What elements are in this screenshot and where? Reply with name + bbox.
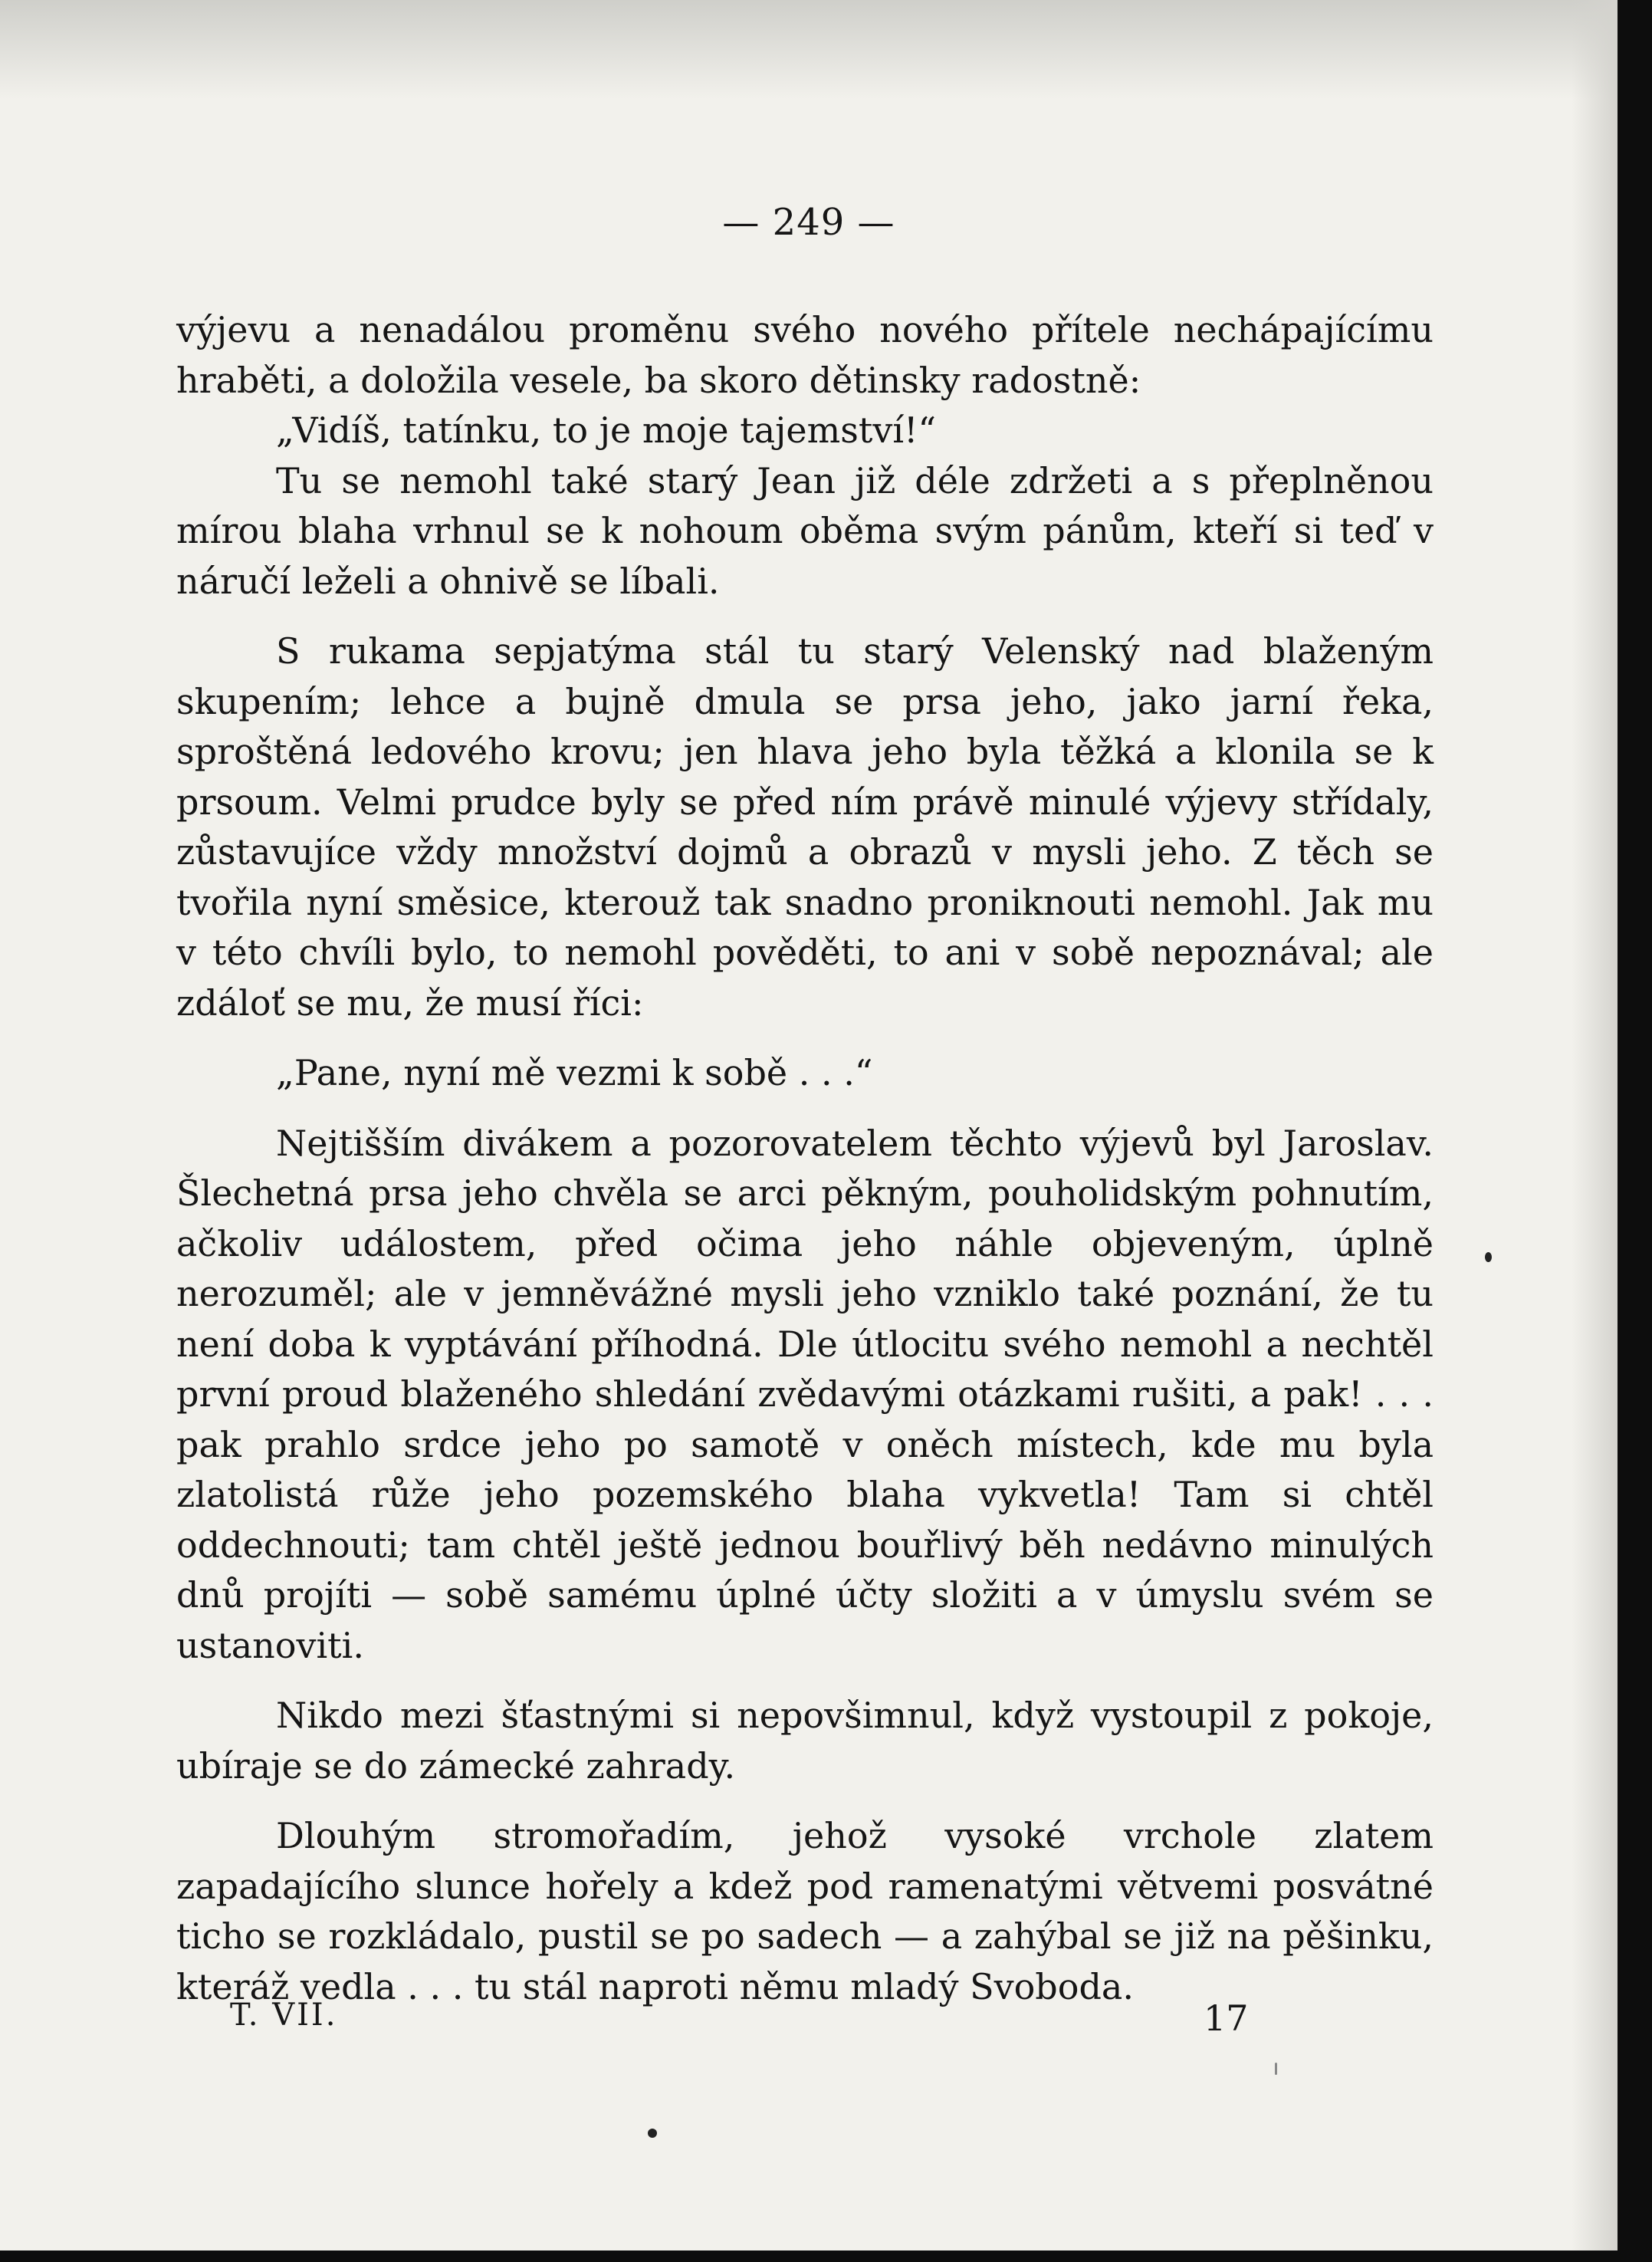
footer-signature: T. VII. — [230, 1997, 338, 2033]
paragraph-6: Nejtišším divákem a pozorovatelem těchto výjevů byl Jaroslav. Šlechetná prsa jeho chvěla se arci pěkným, pouholidským pohnutím, ačkoliv událostem, před očima jeho náhle objeveným, úplně nerozuměl; ale v jemněvážné mysli jeho vzniklo také poznání, že tu není doba k vyptávání příhodná. Dle útlocitu svého nemohl a nechtěl první proud blaženého shledání zvědavými otázkami rušiti, a pak! . . . pak prahlo srdce jeho po samotě v oněch místech, kde mu byla zlatolistá růže jeho pozemského blaha vykvetla! Tam si chtěl oddechnouti; tam chtěl ještě jednou bouřlivý běh nedávno minulých dnů projíti — sobě samému úplné účty složiti a v úmyslu svém se ustanoviti. — [176, 1122, 1434, 1666]
paragraph-8: Dlouhým stromořadím, jehož vysoké vrchole zlatem zapadajícího slunce hořely a kdež pod ramenatými větvemi posvátné ticho se rozkládalo, pustil se po sadech — a zahýbal se již na pěšinku, kteráž vedla . . . tu stál naproti němu mladý Svoboda. — [176, 1815, 1434, 2007]
print-speck — [648, 2129, 657, 2138]
paragraph-5: „Pane, nyní mě vezmi k sobě . . .“ — [276, 1052, 873, 1093]
paragraph-2: „Vidíš, tatínku, to je moje tajemství!“ — [276, 409, 937, 451]
paragraph-3: Tu se nemohl také starý Jean již déle zdržeti a s přeplněnou mírou blaha vrhnul se k nohoum oběma svým pánům, kteří si teď v náručí leželi a ohnivě se líbali. — [176, 459, 1434, 602]
paragraph-1: výjevu a nenadálou proměnu svého nového přítele nechápajícímu hraběti, a doložila vesele, ba skoro dětinsky radostně: — [176, 309, 1434, 401]
body-text — [176, 305, 1434, 2012]
print-speck — [1275, 2063, 1277, 2075]
paragraph-4: S rukama sepjatýma stál tu starý Velenský nad blaženým skupením; lehce a bujně dmula se prsa jeho, jako jarní řeka, sproštěná ledového krovu; jen hlava jeho byla těžká a klonila se k prsoum. Velmi prudce byly se před ním právě minulé výjevy střídaly, zůstavujíce vždy množství dojmů a obrazů v mysli jeho. Z těch se tvořila nyní směsice, kterouž tak snadno proniknouti nemohl. Jak mu v této chvíli bylo, to nemohl pověděti, to ani v sobě nepoznával; ale zdáloť se mu, že musí říci: — [176, 630, 1434, 1024]
print-speck — [1485, 1252, 1492, 1262]
footer-sheet-number: 17 — [1204, 1997, 1249, 2039]
paragraph-7: Nikdo mezi šťastnými si nepovšimnul, když vystoupil z pokoje, ubíraje se do zámecké zahrady. — [176, 1695, 1434, 1787]
page-number: — 249 — — [722, 201, 895, 244]
